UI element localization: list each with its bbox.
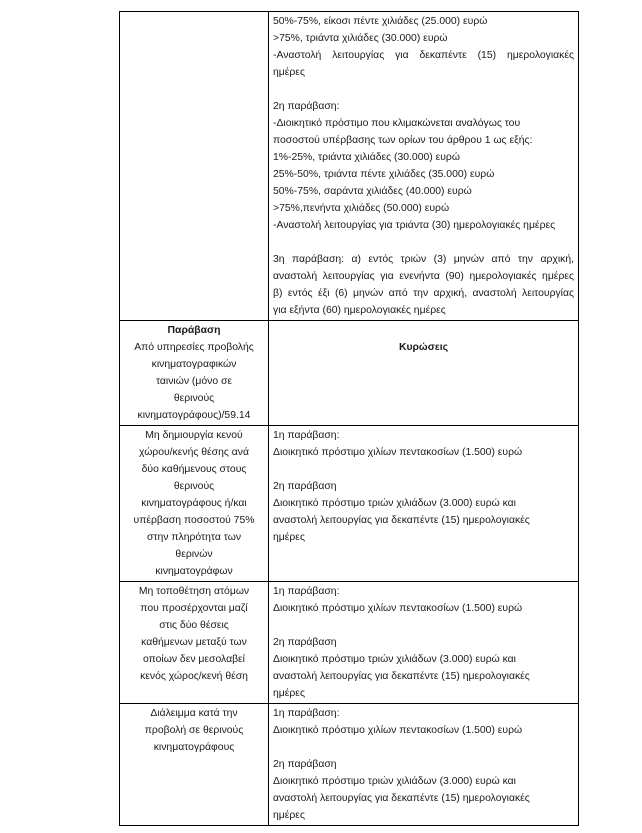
text-line: 2η παράβαση: — [273, 101, 340, 112]
sanction-cell — [269, 426, 579, 582]
spacer — [273, 739, 574, 756]
text-line: Διοικητικό πρόστιμο χιλίων πεντακοσίων (1.500) ευρώ — [273, 725, 523, 736]
text-line: Διοικητικό πρόστιμο χιλίων πεντακοσίων (1.500) ευρώ — [273, 603, 523, 614]
text-line: 50%-75%, σαράντα χιλιάδες (40.000) ευρώ — [273, 186, 472, 197]
text-line: θερινών — [175, 549, 213, 560]
table-header-row — [120, 321, 579, 426]
spacer — [273, 81, 574, 98]
violation-header-cell — [120, 321, 269, 426]
text-line: 3η παράβαση: α) εντός τριών (3) μηνών από την αρχική, — [273, 254, 574, 265]
text-line: που προσέρχονται μαζί — [140, 603, 248, 614]
text-line: Μη τοποθέτηση ατόμων — [138, 586, 250, 597]
text-line: αναστολή λειτουργίας για δεκαπέντε (15) ημερολογιακές — [273, 793, 530, 804]
text-line: ημέρες — [273, 810, 305, 821]
text-line: χώρου/κενής θέσης ανά — [139, 447, 249, 458]
text-line: 2η παράβαση — [273, 481, 337, 492]
text-line: ημέρες — [273, 67, 305, 78]
text-line: Διοικητικό πρόστιμο τριών χιλιάδων (3.000) ευρώ και — [273, 654, 516, 665]
text-line: ποσοστού υπέρβασης των ορίων του άρθρου 1 ως εξής: — [273, 135, 533, 146]
text-line: κινηματογράφους ή/και — [141, 498, 247, 509]
violation-cell — [120, 426, 269, 582]
sanction-cell — [269, 582, 579, 704]
text-line: >75%, τριάντα χιλιάδες (30.000) ευρώ — [273, 33, 448, 44]
text-line: Από υπηρεσίες προβολής — [134, 342, 254, 353]
text-line: -Αναστολή λειτουργίας για τριάντα (30) ημερολογιακές ημέρες — [273, 220, 556, 231]
text-line: προβολή σε θερινούς — [144, 725, 244, 736]
table-row — [120, 704, 579, 826]
text-line: Διοικητικό πρόστιμο τριών χιλιάδων (3.000) ευρώ και — [273, 776, 516, 787]
text-line: στις δύο θέσεις — [159, 620, 229, 631]
text-line: 25%-50%, τριάντα πέντε χιλιάδες (35.000) ευρώ — [273, 169, 495, 180]
sanctions-header-cell — [269, 321, 579, 426]
text-line: θερινούς — [173, 481, 215, 492]
text-line: 1η παράβαση: — [273, 586, 340, 597]
text-line: 1η παράβαση: — [273, 430, 340, 441]
text-line: β) εντός έξι (6) μηνών από την αρχική, αναστολή λειτουργίας — [273, 288, 574, 299]
sanctions-table — [119, 11, 579, 826]
text-line: στην πληρότητα των — [146, 532, 242, 543]
violation-cell — [120, 582, 269, 704]
text-line: δύο καθήμενους στους — [141, 464, 247, 475]
text-line: οποίων δεν μεσολαβεί — [142, 654, 245, 665]
violation-heading: Παράβαση — [167, 325, 221, 336]
text-line: Μη δημιουργία κενού — [145, 430, 243, 441]
text-line: 2η παράβαση — [273, 637, 337, 648]
text-line: καθήμενων μεταξύ των — [141, 637, 247, 648]
table-row — [120, 12, 579, 321]
text-line: κινηματογράφους — [153, 742, 235, 753]
text-line: αναστολή λειτουργίας για ενενήντα (90) ημερολογιακές ημέρες — [273, 271, 574, 282]
text-line: υπέρβαση ποσοστού 75% — [133, 515, 255, 526]
top-right-cell — [269, 12, 579, 321]
violation-cell — [120, 704, 269, 826]
text-line: θερινούς — [173, 393, 215, 404]
spacer — [273, 234, 574, 251]
text-line: ημέρες — [273, 688, 305, 699]
sanctions-heading: Κυρώσεις — [398, 342, 449, 353]
text-line: κενός χώρος/κενή θέση — [140, 671, 248, 682]
text-line: -Διοικητικό πρόστιμο που κλιμακώνεται αναλόγως του — [273, 118, 521, 129]
text-line: για εξήντα (60) ημερολογιακές ημέρες — [273, 305, 446, 316]
text-line: ημέρες — [273, 532, 305, 543]
spacer — [273, 461, 574, 478]
text-line: 50%-75%, είκοσι πέντε χιλιάδες (25.000) ευρώ — [273, 16, 488, 27]
text-line: ταινιών (μόνο σε — [155, 376, 233, 387]
text-line: αναστολή λειτουργίας για δεκαπέντε (15) ημερολογιακές — [273, 671, 530, 682]
text-line: κινηματογράφων — [155, 566, 233, 577]
text-line: κινηματογράφους)/59.14 — [137, 410, 251, 421]
text-line: 1%-25%, τριάντα χιλιάδες (30.000) ευρώ — [273, 152, 460, 163]
sanction-cell — [269, 704, 579, 826]
text-line: Διάλειμμα κατά την — [150, 708, 238, 719]
table-row — [120, 582, 579, 704]
text-line: Διοικητικό πρόστιμο χιλίων πεντακοσίων (1.500) ευρώ — [273, 447, 523, 458]
text-line: 2η παράβαση — [273, 759, 337, 770]
spacer — [273, 617, 574, 634]
text-line: >75%,πενήντα χιλιάδες (50.000) ευρώ — [273, 203, 450, 214]
text-line: 1η παράβαση: — [273, 708, 340, 719]
text-line: -Αναστολή λειτουργίας για δεκαπέντε (15) ημερολογιακές — [273, 50, 574, 61]
table-row — [120, 426, 579, 582]
top-left-cell — [120, 12, 269, 321]
text-line: Διοικητικό πρόστιμο τριών χιλιάδων (3.000) ευρώ και — [273, 498, 516, 509]
text-line: κινηματογραφικών — [151, 359, 237, 370]
text-line: αναστολή λειτουργίας για δεκαπέντε (15) ημερολογιακές — [273, 515, 530, 526]
